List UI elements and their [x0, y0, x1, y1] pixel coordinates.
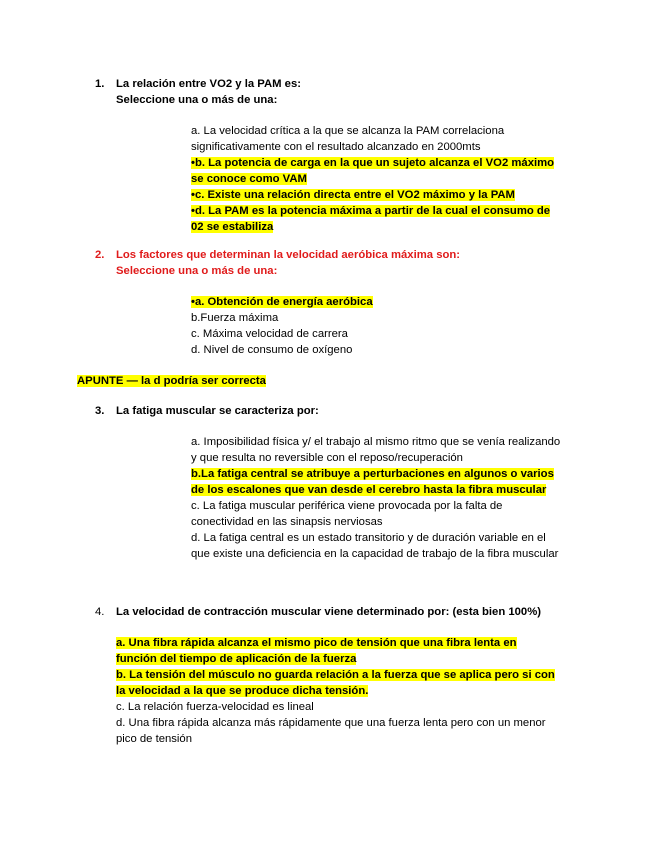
question-1 [0, 76, 655, 246]
question-number: 1. [95, 78, 105, 90]
option-line: de los escalones que van desde el cerebro hasta la fibra muscular [191, 484, 547, 496]
option-a [191, 434, 591, 466]
option-b [116, 667, 586, 699]
option-line: se conoce como VAM [191, 173, 307, 185]
question-number: 2. [95, 249, 105, 261]
option-line: d. Una fibra rápida alcanza más rápidamente que una fuerza lenta pero con un menor [116, 717, 546, 729]
option-line: c. La fatiga muscular periférica viene provocada por la falta de [191, 500, 503, 512]
option-line: •a. Obtención de energía aeróbica [191, 296, 373, 308]
question-title: Los factores que determinan la velocidad aeróbica máxima son: [116, 249, 461, 261]
option-c [191, 498, 591, 530]
question-number: 3. [95, 405, 105, 417]
option-line: que existe una deficiencia en la capacidad de trabajo de la fibra muscular [191, 548, 559, 560]
option-line: y que resulta no reversible con el reposo/recuperación [191, 452, 463, 464]
option-d [116, 715, 586, 747]
option-line: b.Fuerza máxima [191, 312, 279, 324]
option-c [191, 187, 591, 203]
option-line: a. La velocidad crítica a la que se alcanza la PAM correlaciona [191, 125, 505, 137]
option-line: pico de tensión [116, 733, 192, 745]
option-line: c. La relación fuerza-velocidad es lineal [116, 701, 314, 713]
question-instruction: Seleccione una o más de una: [116, 94, 278, 106]
option-line: b.La fatiga central se atribuye a perturbaciones en algunos o varios [191, 468, 554, 480]
option-d [191, 342, 591, 358]
question-number: 4. [95, 606, 105, 618]
option-a [191, 123, 591, 155]
option-line: d. La fatiga central es un estado transitorio y de duración variable en el [191, 532, 546, 544]
option-line: •c. Existe una relación directa entre el VO2 máximo y la PAM [191, 189, 515, 201]
option-line: c. Máxima velocidad de carrera [191, 328, 348, 340]
option-line: a. Imposibilidad física y/ el trabajo al mismo ritmo que se venía realizando [191, 436, 561, 448]
option-a [116, 635, 586, 667]
option-line: •b. La potencia de carga en la que un sujeto alcanza el VO2 máximo [191, 157, 555, 169]
option-line: función del tiempo de aplicación de la fuerza [116, 653, 357, 665]
option-line: •d. La PAM es la potencia máxima a partir de la cual el consumo de [191, 205, 551, 217]
question-4 [0, 604, 655, 754]
option-b [191, 310, 591, 326]
note-text: APUNTE — la d podría ser correcta [77, 375, 266, 387]
option-a [191, 294, 591, 310]
option-line: a. Una fibra rápida alcanza el mismo pico de tensión que una fibra lenta en [116, 637, 517, 649]
option-d [191, 203, 591, 235]
option-line: conectividad en las sinapsis nerviosas [191, 516, 383, 528]
question-title: La velocidad de contracción muscular viene determinado por: (esta bien 100%) [116, 606, 542, 618]
option-c [116, 699, 586, 715]
option-c [191, 326, 591, 342]
option-b [191, 466, 591, 498]
question-title: La fatiga muscular se caracteriza por: [116, 405, 319, 417]
question-3 [0, 403, 655, 563]
question-instruction: Seleccione una o más de una: [116, 265, 278, 277]
option-line: 02 se estabiliza [191, 221, 274, 233]
question-2 [0, 247, 655, 362]
question-title: La relación entre VO2 y la PAM es: [116, 78, 302, 90]
option-d [191, 530, 591, 562]
note [77, 373, 266, 389]
option-line: la velocidad a la que se produce dicha tensión. [116, 685, 369, 697]
option-line: significativamente con el resultado alcanzado en 2000mts [191, 141, 481, 153]
option-line: b. La tensión del músculo no guarda relación a la fuerza que se aplica pero si con [116, 669, 555, 681]
option-line: d. Nivel de consumo de oxígeno [191, 344, 353, 356]
option-b [191, 155, 591, 187]
